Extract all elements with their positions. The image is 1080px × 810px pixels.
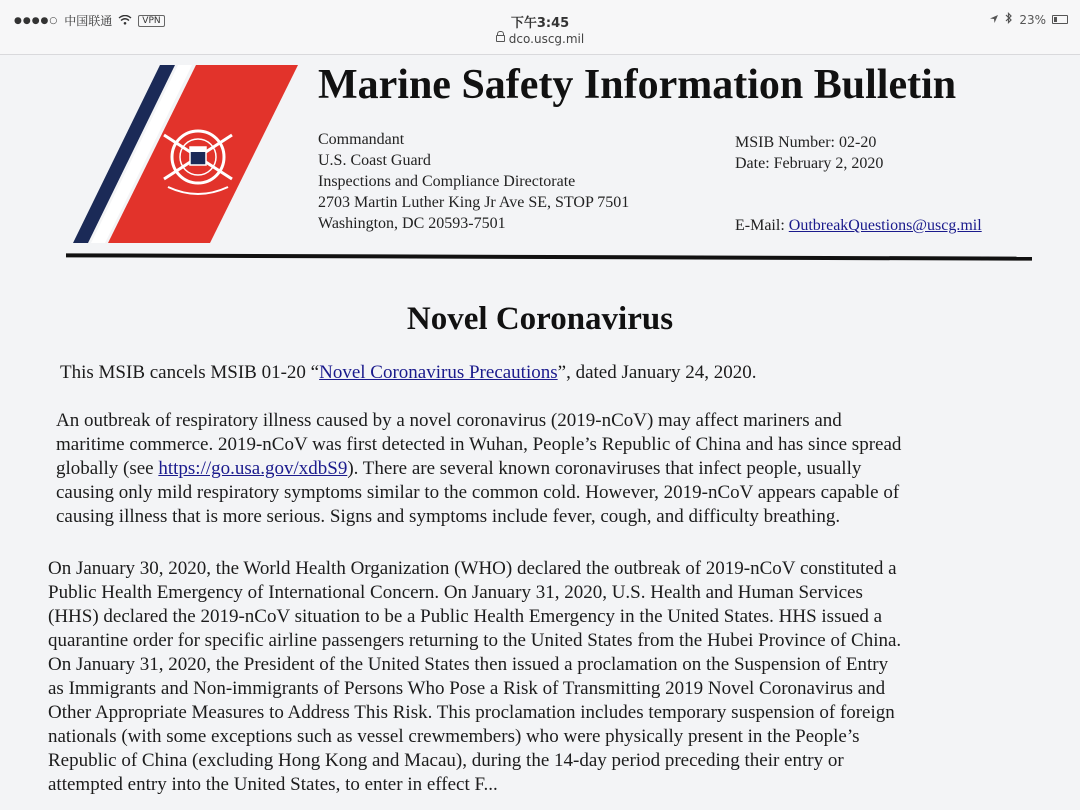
line-text: ). There are several known coronaviruses that infect people, usually (347, 458, 862, 479)
paragraph-line: On January 30, 2020, the World Health Organization (WHO) declared the outbreak of 2019-nCoV constituted a (48, 558, 897, 579)
msib-number: MSIB Number: 02-20 (735, 134, 877, 151)
email-line (735, 215, 982, 236)
address-line: Inspections and Compliance Directorate (318, 173, 576, 190)
bulletin-page (0, 55, 1080, 810)
carrier-name: 中国联通 (64, 14, 113, 28)
battery-icon (1052, 15, 1068, 24)
paragraph-line: Public Health Emergency of International Concern. On January 31, 2020, U.S. Health and Human Services (48, 582, 863, 603)
paragraph-line: nationals (with some exceptions such as vessel crewmembers) who were physically present in the People’s (48, 726, 860, 747)
cancellation-notice (60, 361, 757, 385)
cancel-suffix: ”, dated January 24, 2020. (557, 362, 757, 383)
battery-percent: 23% (1019, 12, 1046, 27)
address-line: U.S. Coast Guard (318, 152, 431, 169)
vpn-badge: VPN (138, 15, 164, 27)
lock-icon (496, 35, 505, 42)
bulletin-title: Marine Safety Information Bulletin (318, 62, 957, 108)
issuer-address (318, 129, 629, 234)
status-bar (0, 0, 1080, 55)
url-text: dco.uscg.mil (508, 32, 585, 46)
paragraph-line: maritime commerce. 2019-nCoV was first detected in Wuhan, People’s Republic of China and has since spread (56, 434, 902, 455)
signal-icon: ●●●●○ (14, 15, 59, 26)
go-usa-gov-link[interactable]: https://go.usa.gov/xdbS9 (158, 458, 348, 479)
status-right (989, 12, 1068, 27)
email-link[interactable]: OutbreakQuestions@uscg.mil (788, 217, 982, 234)
paragraph-line: (HHS) declared the 2019-nCoV situation to be a Public Health Emergency in the United States. HHS issued a (48, 606, 883, 627)
paragraph-line: attempted entry into the United States, to enter in effect F... (48, 774, 498, 795)
paragraph-line: as Immigrants and Non-immigrants of Persons Who Pose a Risk of Transmitting 2019 Novel Coronavirus and (48, 678, 886, 699)
clock: 下午3:45 (510, 16, 570, 31)
paragraph-line: quarantine order for specific airline passengers returning to the United States from the Hubei Province of China. (48, 630, 902, 651)
paragraph-line: causing illness that is more serious. Signs and symptoms include fever, cough, and difficulty breathing. (56, 506, 841, 527)
line-text: globally (see (56, 458, 159, 479)
msib-date: Date: February 2, 2020 (735, 155, 884, 172)
email-label: E-Mail: (735, 217, 789, 234)
address-bar[interactable] (0, 32, 1080, 46)
uscg-logo (70, 65, 305, 250)
paragraph-outbreak (56, 409, 901, 529)
cancel-prefix: This MSIB cancels MSIB 01-20 “ (60, 362, 320, 383)
location-icon (989, 13, 999, 27)
paragraph-line: On January 31, 2020, the President of the United States then issued a proclamation on the Suspension of Entry (48, 654, 889, 675)
address-line: Commandant (318, 131, 405, 148)
address-line: Washington, DC 20593-7501 (318, 215, 506, 232)
address-line: 2703 Martin Luther King Jr Ave SE, STOP 7501 (318, 194, 630, 211)
paragraph-line: causing only mild respiratory symptoms similar to the common cold. However, 2019-nCoV appears capable of (56, 482, 900, 503)
paragraph-line: Other Appropriate Measures to Address This Risk. This proclamation includes temporary suspension of foreign (48, 702, 895, 723)
msib-meta (735, 132, 883, 174)
msib-01-20-link[interactable]: Novel Coronavirus Precautions (319, 362, 558, 383)
document-title: Novel Coronavirus (406, 301, 674, 337)
paragraph-declarations (48, 557, 901, 797)
header-divider (66, 253, 1032, 260)
bluetooth-icon (1005, 12, 1013, 27)
paragraph-line: An outbreak of respiratory illness caused by a novel coronavirus (2019-nCoV) may affect mariners and (56, 410, 842, 431)
paragraph-line (56, 457, 901, 481)
paragraph-line: Republic of China (excluding Hong Kong and Macau), during the 14-day period preceding their entry or (48, 750, 844, 771)
